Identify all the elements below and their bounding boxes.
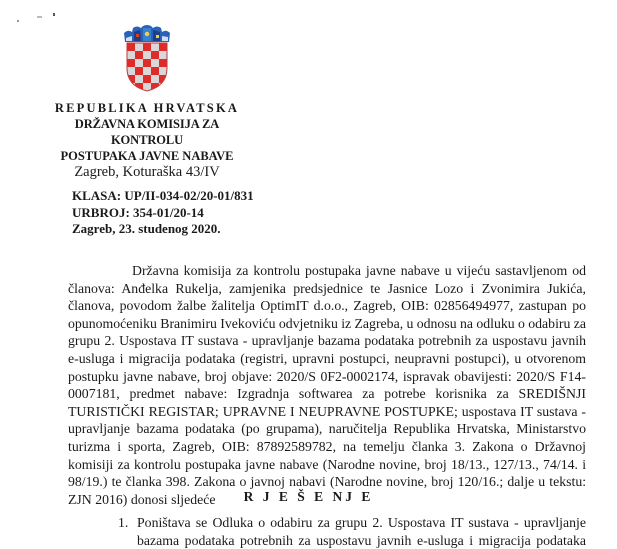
body-line: 98/19.) te članka 398. Zakona o javnoj nabavi (Narodne novine, broj 120/16.; dalje u tekstu:: [68, 474, 587, 490]
institution-header: [40, 100, 254, 180]
urbroj: URBROJ: 354-01/20-14: [72, 204, 204, 220]
crown: [124, 25, 170, 42]
header-commission: DRŽAVNA KOMISIJA ZA KONTROLU: [74, 117, 220, 147]
checkerboard: [127, 43, 167, 92]
body-paragraph: [68, 262, 586, 508]
list-item-line: Poništava se Odluka o odabiru za grupu 2. Uspostava IT sustava - upravljanje: [137, 515, 586, 530]
body-line: postupku javne nabave, broj objave: 2020/S 0F2-0002174, ispravak obavijesti: 2020/S F14-: [68, 368, 586, 384]
body-line: 0007181, predmet nabave: Izgradnja softwarea za potrebe korisnika za SREDIŠNJI: [68, 386, 586, 402]
body-line: TURISTIČKI REGISTAR; UPRAVNE I NEUPRAVNE POSTUPKE; uspostava IT sustava -: [68, 403, 587, 419]
body-line: komisiji za kontrolu postupaka javne nabave (Narodne novine, broj 18/13., 127/13., 74/14. i: [68, 456, 587, 472]
header-commission-cont: POSTUPAKA JAVNE NABAVE: [60, 149, 234, 163]
klasa: KLASA: UP/II-034-02/20-01/831: [72, 188, 254, 203]
list-item-text: [137, 514, 586, 549]
body-line: grupu 2. Uspostava IT sustava - upravljanje bazama podataka potrebnih za uspostavu javnih: [68, 333, 587, 349]
reference-block: [72, 188, 254, 238]
list-item-number: 1.: [118, 515, 129, 530]
body-line: opunomoćeniku Branimiru Ivekoviću odvjetniku iz Zagreba, u odnosu na odluku o odabiru za: [68, 315, 586, 331]
list-item-line: bazama podataka potrebnih za uspostavu javnih e-usluga i migracija podataka: [137, 532, 587, 548]
decision-title: R J E Š E NJ E: [243, 489, 374, 504]
document-date: Zagreb, 23. studenog 2020.: [72, 221, 221, 236]
body-line: e-usluga i migracija podataka (registri, upravni postupci, neupravni postupci), u otvorenom: [68, 350, 586, 366]
header-country: REPUBLIKA HRVATSKA: [54, 101, 240, 115]
body-line: ZJN 2016) donosi sljedeće: [68, 491, 216, 507]
body-line: članova, povodom žalbe žalitelja OptimIT d.o.o., Zagreb, OIB: 02856494977, zastupan po: [68, 298, 586, 314]
header-address: Zagreb, Koturaška 43/IV: [74, 164, 220, 180]
body-line: članova: Anđelka Rukelja, zamjenika predsjednice te Jasnice Lozo i Zvonimira Jukića,: [68, 280, 586, 296]
body-line: Državna komisija za kontrolu postupaka javne nabave u vijeću sastavljenom od: [132, 263, 586, 278]
body-line: turizma i sporta, Zagreb, OIB: 87892589782, na temelju članka 3. Zakona o Državnoj: [68, 438, 587, 454]
coat-of-arms-icon: [122, 24, 172, 92]
body-line: upravljanje bazama podataka (po grupama), naručitelja Republika Hrvatska, Ministarstvo: [68, 421, 586, 437]
